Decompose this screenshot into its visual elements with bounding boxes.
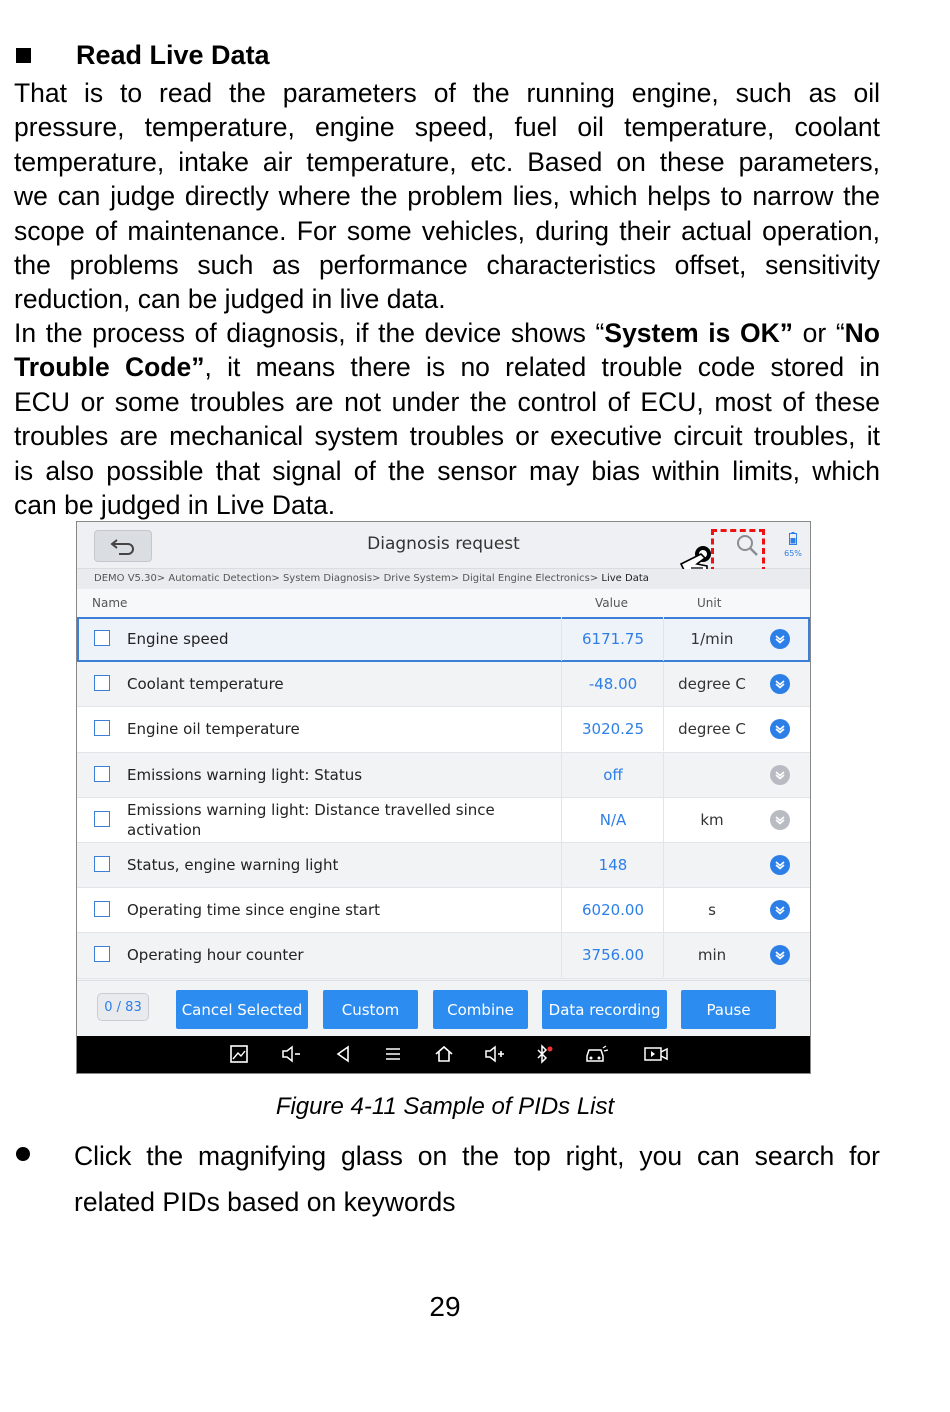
bullet-text [74, 1133, 880, 1225]
row-name: Engine oil temperature [127, 720, 300, 739]
column-name: Name [92, 596, 128, 610]
cancel-selected-button[interactable]: Cancel Selected [176, 990, 308, 1029]
row-checkbox[interactable] [94, 811, 110, 827]
system-nav-bar [77, 1036, 810, 1073]
chevron-glyph [774, 949, 786, 961]
pause-button[interactable]: Pause [681, 990, 776, 1029]
row-unit: 1/min [663, 617, 760, 661]
chevron-glyph [774, 859, 786, 871]
para-line: pressure, temperature, engine speed, fuel oil temperature, coolant [14, 112, 880, 143]
chevron-glyph [774, 678, 786, 690]
para-text: or “ [793, 318, 845, 348]
column-unit: Unit [697, 596, 722, 610]
table-row[interactable] [77, 662, 810, 707]
device-screenshot [76, 521, 811, 1074]
row-unit: degree C [663, 662, 760, 706]
para-line: scope of maintenance. For some vehicles, during their actual operation, [14, 215, 880, 246]
row-checkbox[interactable] [94, 766, 110, 782]
selection-count: 0 / 83 [97, 993, 149, 1021]
row-checkbox[interactable] [94, 720, 110, 736]
row-unit [663, 753, 760, 797]
para-line [14, 350, 880, 384]
row-value: off [561, 753, 664, 797]
chevron-down-icon[interactable] [770, 674, 790, 694]
para-line [14, 316, 880, 350]
chevron-down-icon[interactable] [770, 945, 790, 965]
combine-button[interactable]: Combine [433, 990, 528, 1029]
row-value: 3756.00 [561, 933, 664, 977]
vci-car-icon[interactable] [583, 1044, 609, 1064]
chevron-down-icon[interactable] [770, 629, 790, 649]
para-line: troubles are mechanical system troubles or executive circuit troubles, it [14, 421, 880, 452]
battery-icon [789, 532, 797, 545]
para-line: temperature, intake air temperature, etc. Based on these parameters, [14, 146, 880, 177]
row-unit: km [663, 798, 760, 842]
para-line: ECU or some troubles are not under the control of ECU, most of these [14, 386, 880, 417]
para-line: is also possible that signal of the sensor may bias within limits, which [14, 455, 880, 486]
chevron-glyph [774, 723, 786, 735]
action-bar [77, 980, 810, 1037]
screen-record-icon[interactable] [643, 1044, 669, 1064]
page-number: 29 [429, 1291, 461, 1322]
row-checkbox[interactable] [94, 675, 110, 691]
table-row[interactable] [77, 888, 810, 933]
volume-down-icon[interactable] [280, 1044, 302, 1064]
row-value: 148 [561, 843, 664, 887]
row-unit: s [663, 888, 760, 932]
table-row[interactable] [77, 617, 810, 662]
chevron-down-icon[interactable] [770, 810, 790, 830]
breadcrumb [77, 569, 810, 589]
row-name: Operating hour counter [127, 946, 304, 965]
table-row[interactable] [77, 707, 810, 752]
table-row[interactable] [77, 843, 810, 888]
para-line: the problems such as performance characteristics offset, sensitivity [14, 250, 880, 281]
chevron-down-icon[interactable] [770, 855, 790, 875]
diagnosis-paragraph [14, 316, 880, 522]
bluetooth-icon[interactable] [533, 1044, 555, 1064]
row-value: 6020.00 [561, 888, 664, 932]
data-recording-button[interactable]: Data recording [542, 990, 667, 1029]
row-name: Status, engine warning light [127, 855, 339, 874]
row-checkbox[interactable] [94, 856, 110, 872]
bullet-line: Click the magnifying glass on the top right, you can search for [74, 1141, 880, 1171]
row-name: Engine speed [127, 630, 229, 648]
row-value: N/A [561, 798, 664, 842]
pid-list [77, 617, 810, 979]
row-checkbox[interactable] [94, 630, 110, 646]
row-value: 6171.75 [561, 617, 664, 661]
row-name: Emissions warning light: Distance travelled since activation [127, 800, 495, 839]
row-value: 3020.25 [561, 707, 664, 751]
menu-icon[interactable] [383, 1044, 403, 1064]
volume-up-icon[interactable] [483, 1044, 507, 1064]
intro-paragraph [14, 76, 880, 317]
bold-text: Trouble Code” [14, 352, 205, 383]
chevron-glyph [774, 904, 786, 916]
chevron-down-icon[interactable] [770, 765, 790, 785]
row-value: -48.00 [561, 662, 664, 706]
row-name: Operating time since engine start [127, 901, 381, 920]
bold-text: System is OK” [604, 318, 794, 348]
para-text: In the process of diagnosis, if the device shows “ [14, 318, 605, 348]
round-bullet-icon [16, 1147, 30, 1161]
chevron-down-icon[interactable] [770, 900, 790, 920]
square-bullet-icon [16, 48, 31, 63]
app-title: Diagnosis request [367, 534, 520, 554]
app-header [77, 522, 810, 569]
row-unit: min [663, 933, 760, 977]
para-line: That is to read the parameters of the running engine, such as oil [14, 78, 880, 108]
custom-button[interactable]: Custom [323, 990, 418, 1029]
search-icon[interactable] [735, 533, 759, 557]
battery-indicator [783, 530, 803, 558]
column-value: Value [595, 596, 628, 610]
chevron-glyph [774, 814, 786, 826]
row-unit: degree C [663, 707, 760, 751]
table-row[interactable] [77, 753, 810, 798]
row-checkbox[interactable] [94, 901, 110, 917]
chevron-glyph [774, 633, 786, 645]
para-text: , it means there is no related trouble code stored in [204, 352, 880, 383]
row-unit [663, 843, 760, 887]
home-icon[interactable] [434, 1044, 454, 1064]
chevron-glyph [774, 769, 786, 781]
battery-level: 65% [784, 549, 802, 558]
breadcrumb-path[interactable]: DEMO V5.30> Automatic Detection> System Diagnosis> Drive System> Digital Engine Electronics> [94, 573, 602, 584]
para-line: reduction, can be judged in live data. [14, 284, 446, 315]
bullet-line: related PIDs based on keywords [74, 1187, 456, 1217]
para-line: we can judge directly where the problem lies, which helps to narrow the [14, 181, 880, 212]
bold-text: No [844, 318, 880, 348]
table-row[interactable] [77, 933, 810, 978]
table-row[interactable] [77, 798, 810, 843]
para-line: can be judged in Live Data. [14, 490, 336, 521]
chevron-down-icon[interactable] [770, 719, 790, 739]
section-heading [14, 40, 270, 71]
row-name: Coolant temperature [127, 675, 284, 694]
screenshot-icon[interactable] [229, 1044, 249, 1064]
figure-caption: Figure 4-11 Sample of PIDs List [275, 1093, 615, 1120]
row-name: Emissions warning light: Status [127, 765, 363, 784]
breadcrumb-current: Live Data [601, 573, 649, 584]
row-checkbox[interactable] [94, 946, 110, 962]
back-nav-icon[interactable] [334, 1044, 352, 1064]
section-heading-text: Read Live Data [76, 40, 270, 70]
table-header [77, 589, 810, 617]
